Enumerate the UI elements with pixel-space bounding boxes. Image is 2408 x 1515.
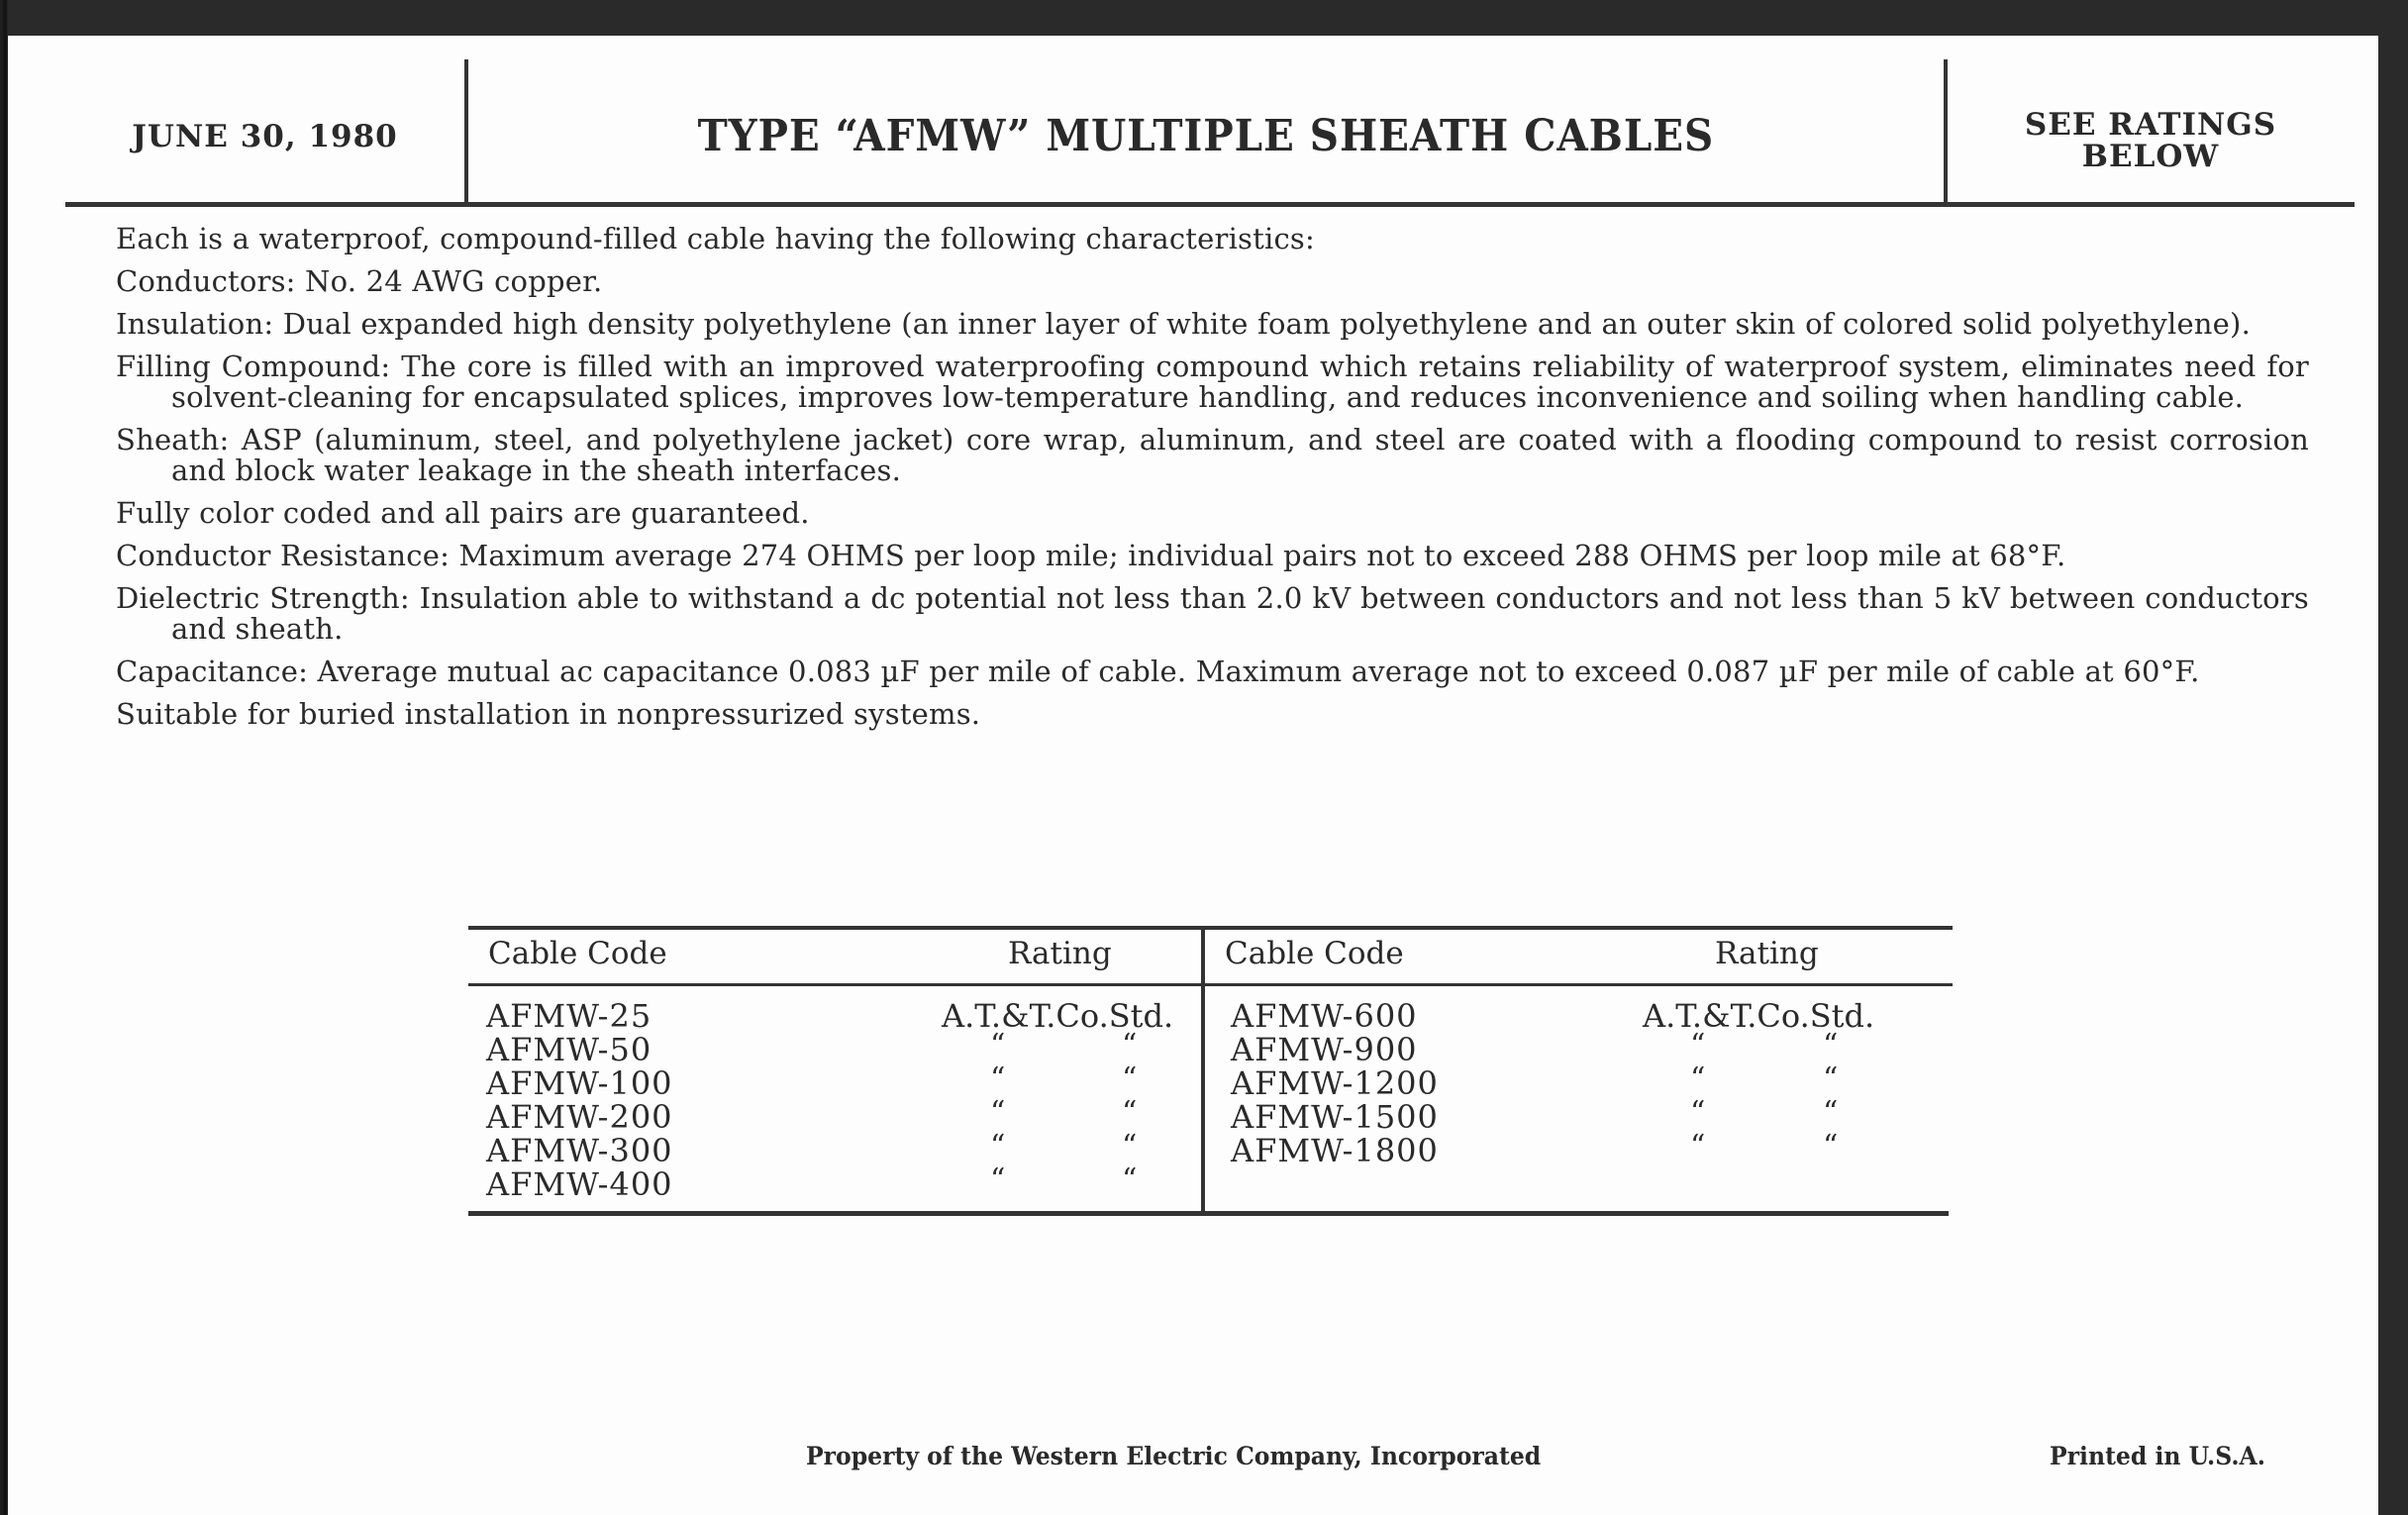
cable-code: AFMW-900 bbox=[1231, 1031, 1418, 1068]
ditto-mark: “ bbox=[1122, 1028, 1138, 1062]
conductors-spec: Conductors: No. 24 AWG copper. bbox=[116, 264, 603, 298]
ditto-mark: “ bbox=[1690, 1028, 1706, 1062]
ditto-mark: “ bbox=[1823, 1061, 1839, 1096]
column-header-rating: Rating bbox=[1008, 936, 1112, 971]
table-row bbox=[1205, 1095, 1953, 1136]
issue-date: JUNE 30, 1980 bbox=[132, 119, 398, 154]
ditto-mark: “ bbox=[990, 1129, 1006, 1163]
ratings-note-line: SEE RATINGS bbox=[2024, 107, 2277, 143]
insulation-spec: Insulation: Dual expanded high density polyethylene (an inner layer of white foam polyethylene and an outer skin of colored solid polyethylene). bbox=[116, 307, 2251, 341]
ditto-mark: “ bbox=[1823, 1095, 1839, 1130]
table-row bbox=[468, 1162, 1201, 1203]
spec-card bbox=[8, 36, 2378, 1515]
dielectric-strength-spec: Dielectric Strength: Insulation able to withstand a dc potential not less than 2.0 kV between conductors and not less than 5 kV between conductors and sheath. bbox=[116, 581, 2309, 646]
ratings-note-line: BELOW bbox=[2081, 139, 2220, 174]
cable-code: AFMW-200 bbox=[486, 1098, 673, 1136]
ditto-mark: “ bbox=[1823, 1028, 1839, 1062]
filling-compound-spec: Filling Compound: The core is filled with an improved waterproofing compound which retains reliability of waterproof system, eliminates need for solvent-cleaning for encapsulated splices, improves low-temperature handling, and reduces inconvenience and soiling when handling cable. bbox=[116, 350, 2309, 414]
table-row bbox=[1205, 1061, 1953, 1102]
table-left-half bbox=[468, 926, 1201, 1216]
cable-code: AFMW-1200 bbox=[1231, 1064, 1439, 1102]
rating: A.T.&T.Co.Std. bbox=[1643, 997, 1875, 1035]
ditto-mark: “ bbox=[990, 1061, 1006, 1096]
table-row bbox=[468, 999, 1201, 1033]
conductor-resistance-spec: Conductor Resistance: Maximum average 274 OHMS per loop mile; individual pairs not to exceed 288 OHMS per loop mile at 68°F. bbox=[116, 539, 2066, 572]
ratings-cell bbox=[1948, 59, 2354, 202]
intro-paragraph: Each is a waterproof, compound-filled cable having the following characteristics: bbox=[116, 222, 1315, 255]
ditto-mark: “ bbox=[1690, 1129, 1706, 1163]
cable-ratings-table bbox=[468, 926, 1953, 1216]
cable-code: AFMW-1500 bbox=[1231, 1098, 1439, 1136]
sheath-spec: Sheath: ASP (aluminum, steel, and polyethylene jacket) core wrap, aluminum, and steel are coated with a flooding compound to resist corrosion and block water leakage in the sheath interfaces. bbox=[116, 423, 2309, 487]
ditto-mark: “ bbox=[1122, 1162, 1138, 1197]
table-right-half bbox=[1205, 926, 1953, 1216]
ditto-mark: “ bbox=[1690, 1095, 1706, 1130]
print-origin: Printed in U.S.A. bbox=[2050, 1442, 2265, 1470]
table-row bbox=[468, 1061, 1201, 1102]
ditto-mark: “ bbox=[1122, 1129, 1138, 1163]
title-cell bbox=[468, 59, 1944, 202]
ditto-mark: “ bbox=[990, 1095, 1006, 1130]
ditto-mark: “ bbox=[1122, 1095, 1138, 1130]
table-row bbox=[468, 1028, 1201, 1068]
spec-description bbox=[116, 224, 2309, 742]
cable-code: AFMW-100 bbox=[486, 1064, 673, 1102]
installation-note: Suitable for buried installation in nonpressurized systems. bbox=[116, 697, 981, 731]
ditto-mark: “ bbox=[990, 1162, 1006, 1197]
table-row bbox=[1205, 1129, 1953, 1169]
ditto-mark: “ bbox=[1823, 1129, 1839, 1163]
cable-code: AFMW-25 bbox=[486, 997, 652, 1035]
column-header-rating: Rating bbox=[1715, 936, 1819, 971]
table-row bbox=[468, 1095, 1201, 1136]
page-title: TYPE “AFMW” MULTIPLE SHEATH CABLES bbox=[697, 111, 1715, 161]
header-rule bbox=[65, 202, 2355, 207]
ditto-mark: “ bbox=[1690, 1061, 1706, 1096]
column-header-cable-code: Cable Code bbox=[1225, 936, 1404, 971]
ditto-mark: “ bbox=[990, 1028, 1006, 1062]
rating: A.T.&T.Co.Std. bbox=[942, 997, 1174, 1035]
date-cell bbox=[65, 59, 464, 202]
cable-code: AFMW-400 bbox=[486, 1165, 673, 1203]
capacitance-spec: Capacitance: Average mutual ac capacitance 0.083 µF per mile of cable. Maximum average not to exceed 0.087 µF per mile of cable at 60°F. bbox=[116, 655, 2200, 688]
table-row bbox=[1205, 1028, 1953, 1068]
color-coding-note: Fully color coded and all pairs are guaranteed. bbox=[116, 496, 810, 530]
cable-code: AFMW-600 bbox=[1231, 997, 1418, 1035]
table-row bbox=[468, 1129, 1201, 1169]
ownership-notice: Property of the Western Electric Company, Incorporated bbox=[806, 1442, 1542, 1470]
ditto-mark: “ bbox=[1122, 1061, 1138, 1096]
cable-code: AFMW-50 bbox=[486, 1031, 652, 1068]
cable-code: AFMW-300 bbox=[486, 1132, 673, 1169]
cable-code: AFMW-1800 bbox=[1231, 1132, 1439, 1169]
table-row bbox=[1205, 999, 1953, 1033]
column-header-cable-code: Cable Code bbox=[488, 936, 667, 971]
